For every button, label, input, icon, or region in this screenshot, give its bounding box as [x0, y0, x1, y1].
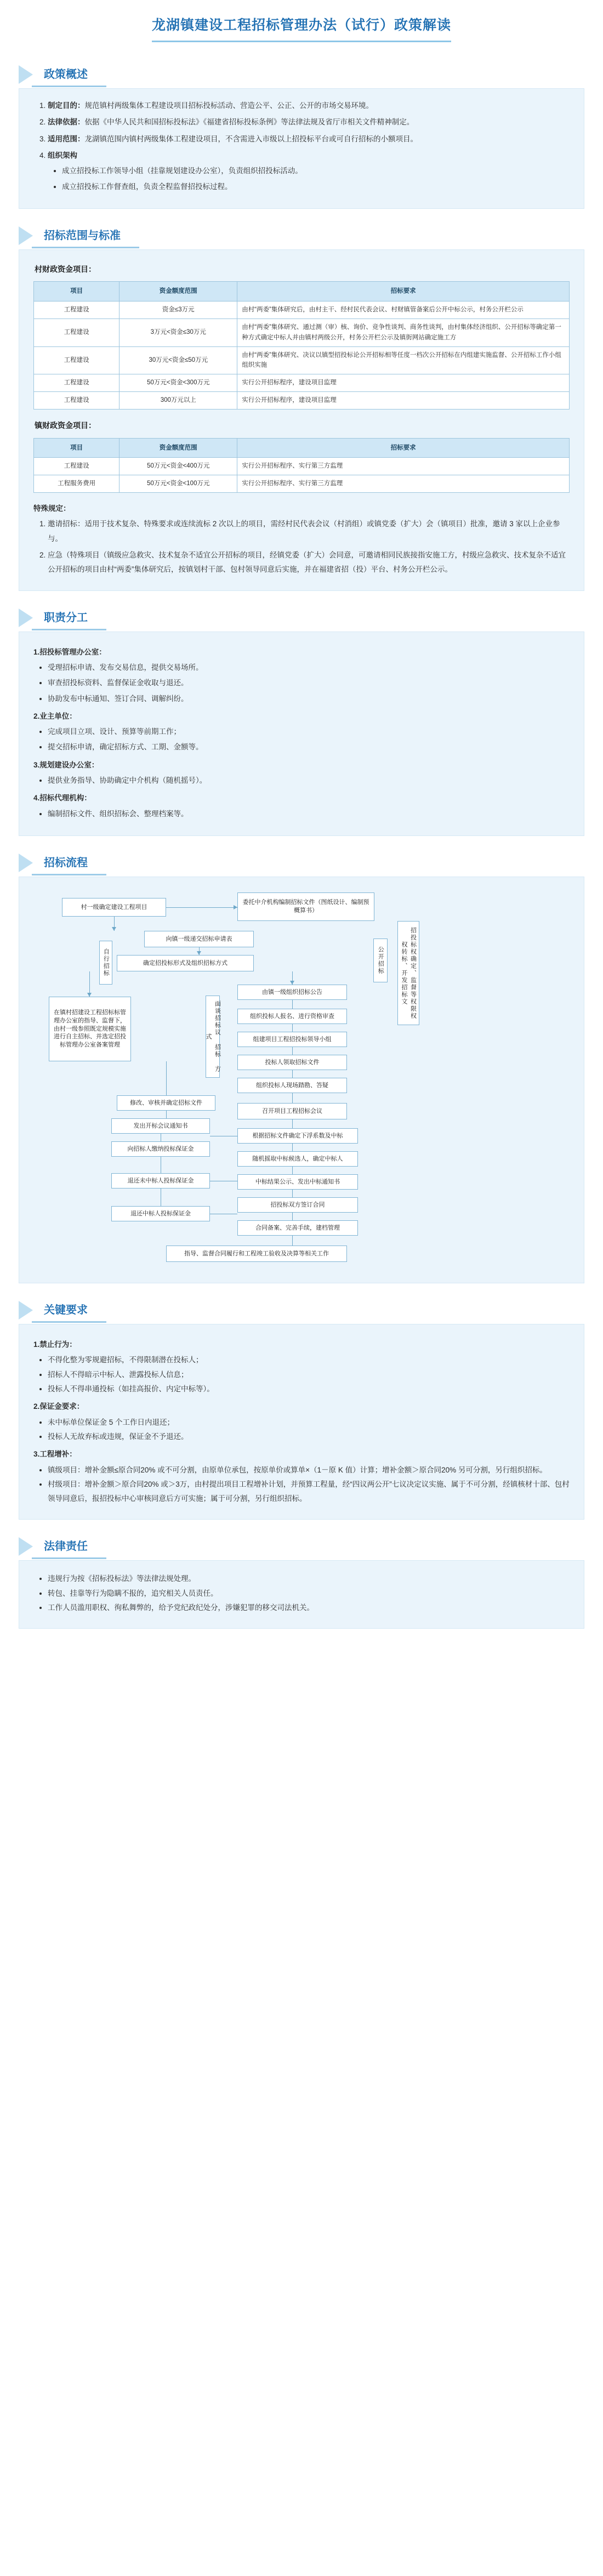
flow-connector — [166, 907, 237, 908]
section-header-scope — [19, 223, 584, 249]
overview-item-label-1: 法律依据： — [48, 118, 85, 127]
village-funding-table — [33, 281, 570, 410]
flow-node-n22: 退还中标人投标保证金 — [111, 1206, 210, 1221]
flow-arrow-icon — [290, 981, 294, 985]
key-group-list-2 — [33, 1463, 570, 1506]
cell-amount: 30万元<资金≤50万元 — [120, 346, 237, 374]
cell-project: 工程建设 — [34, 346, 120, 374]
list-item: • 提交招标申请，确定招标方式、工期、金额等。 — [48, 740, 570, 754]
col-header-project: 项目 — [34, 282, 120, 301]
flow-node-v3: 公开招标 — [373, 939, 388, 982]
list-item: • 投标人无故弃标或违规，保证金不予退还。 — [48, 1430, 570, 1444]
flow-node-n21: 退还未中标人投标保证金 — [111, 1173, 210, 1189]
overview-list — [33, 99, 570, 194]
list-item: • 协助发布中标通知、签订合同、调解纠纷。 — [48, 692, 570, 706]
section-key-requirements — [19, 1298, 584, 1520]
cell-requirement: 实行公开招标程序，建设项目监理 — [237, 374, 570, 392]
list-item — [48, 99, 570, 113]
list-item: • 工作人员滥用职权、徇私舞弊的，给予党纪政纪处分，涉嫌犯罪的移交司法机关。 — [48, 1601, 570, 1615]
key-group-list-1 — [33, 1415, 570, 1445]
flow-node-n3: 向镇一级递交招标申请表 — [144, 931, 254, 947]
flow-node-n6: 由镇一级组织招标公告 — [237, 985, 347, 1000]
list-item — [48, 149, 570, 194]
flow-connector — [292, 1047, 293, 1055]
duty-group-title-1: 2.业主单位： — [33, 712, 77, 720]
flow-connector — [292, 1024, 293, 1032]
list-item: • 投标人不得串通投标（如挂高报价、内定中标等）。 — [48, 1382, 570, 1396]
flow-node-n10: 组织投标人现场踏勘、答疑 — [237, 1078, 347, 1093]
section-body-duties — [19, 632, 584, 836]
flow-node-v2: 面谈招标议 招标 方式 — [206, 996, 220, 1078]
col-header-requirement: 招标要求 — [237, 282, 570, 301]
list-item: • 违规行为按《招标投标法》等法律法规处理。 — [48, 1572, 570, 1586]
cell-amount: 50万元<资金<400万元 — [120, 458, 237, 475]
section-title-duties: 职责分工 — [32, 605, 106, 630]
flow-arrow-icon — [234, 905, 237, 909]
cell-amount: 300万元以上 — [120, 392, 237, 410]
table-row — [34, 458, 570, 475]
table-row — [34, 374, 570, 392]
list-item: • 受理招标申请、发布交易信息，提供交易场所。 — [48, 661, 570, 675]
cell-project: 工程建设 — [34, 374, 120, 392]
list-item: • 提供业务指导、协助确定中介机构（随机摇号）。 — [48, 774, 570, 788]
duty-group-list-3 — [33, 807, 570, 821]
section-header-overview — [19, 62, 584, 88]
section-body-key — [19, 1324, 584, 1520]
flow-node-n20: 向招标人缴纳投标保证金 — [111, 1141, 210, 1157]
section-body-legal — [19, 1560, 584, 1629]
list-item: • 成立招投标工作督查组，负责全程监督招投标过程。 — [62, 180, 570, 194]
flow-connector — [292, 1093, 293, 1103]
list-item: • 编制招标文件、组织招标会、整理档案等。 — [48, 807, 570, 821]
list-item: • 成立招投标工作领导小组（挂靠规划建设办公室），负责组织招投标活动。 — [62, 164, 570, 178]
flow-connector — [292, 1070, 293, 1078]
duty-group-title-2: 3.规划建设办公室： — [33, 760, 99, 769]
list-item — [48, 115, 570, 129]
section-header-key — [19, 1298, 584, 1324]
overview-org-list — [48, 164, 570, 194]
col-header-project: 项目 — [34, 438, 120, 457]
cell-requirement: 由村“两委”集体研究、通过测（审）核、询价、竞争性谈判、商务性谈判，由村集体经济组织、公开招标等确定第一种方式确定中标人并由镇村两级公开，村务公开栏公示及镇街网站确定施工方 — [237, 319, 570, 346]
section-header-legal — [19, 1534, 584, 1560]
section-scope — [19, 223, 584, 591]
flow-node-n17: 指导、监督合同履行和工程竣工验收及决算等相关工作 — [166, 1246, 347, 1262]
list-item: • 转包、挂靠等行为隐瞒不报的，追究相关人员责任。 — [48, 1586, 570, 1601]
col-header-requirement: 招标要求 — [237, 438, 570, 457]
flow-node-n9: 投标人领取招标文件 — [237, 1055, 347, 1070]
overview-item-label-2: 适用范围： — [48, 134, 85, 143]
table-header-row — [34, 282, 570, 301]
flow-node-n7: 组织投标人报名、进行资格审查 — [237, 1009, 347, 1024]
flow-node-n5: 在镇村招建设工程招标标管理办公室的指导、监督下，由村一级参照既定规模实施进行自主招标、并选定招投标管理办公室备案管理 — [49, 997, 131, 1061]
cell-amount: 3万元<资金≤30万元 — [120, 319, 237, 346]
duty-group-list-1 — [33, 725, 570, 755]
flow-node-v1: 自行招标 — [99, 941, 112, 985]
duty-group-title-3: 4.招标代理机构： — [33, 794, 92, 803]
key-group-list-0 — [33, 1353, 570, 1396]
table-row — [34, 346, 570, 374]
overview-item-text-1: 依据《中华人民共和国招标投标法》《福建省招标投标条例》等法律法规及省厅市相关文件精神制定。 — [84, 118, 414, 127]
table-row — [34, 301, 570, 319]
list-item: 2. 应急（特殊项目（镇级应急救灾、技术复杂不适宜公开招标的项目，经镇党委（扩大）会同意，可邀请相同民族接指安施工方，村级应急救灾、技术复杂不适宜公开招标的项目由村“两委”集体研究后，按镇划村干部、包村领导同意后实施，并在福建省招（投）平台、村务公开栏公示。 — [48, 548, 570, 577]
flow-connector — [292, 1144, 293, 1151]
overview-item-label-3: 组织架构 — [48, 151, 77, 160]
cell-amount: 50万元<资金<100万元 — [120, 475, 237, 493]
flow-node-n1: 村一级确定建设工程项目 — [62, 898, 166, 917]
flow-connector — [292, 1119, 293, 1128]
overview-item-text-2: 龙湖镇范围内镇村两级集体工程建设项目，不含需进入市级以上招投标平台或可自行招标的小额项目。 — [84, 134, 418, 143]
legal-list — [33, 1572, 570, 1615]
cell-amount: 50万元<资金<300万元 — [120, 374, 237, 392]
section-duties — [19, 605, 584, 836]
table-header-row — [34, 438, 570, 457]
flag-icon — [19, 65, 33, 84]
key-group-title-1: 2.保证金要求： — [33, 1402, 84, 1411]
section-title-scope: 招标范围与标准 — [32, 223, 139, 248]
list-item — [48, 132, 570, 146]
flow-connector — [166, 1061, 167, 1095]
flow-node-v4: 招投标权确定、监督等权限权 权转标、开发招标文 — [397, 921, 419, 1025]
section-body-overview — [19, 88, 584, 209]
section-title-flow: 招标流程 — [32, 850, 106, 875]
list-item: • 完成项目立项、设计、预算等前期工作； — [48, 725, 570, 739]
flow-node-n4: 确定招投标形式及组织招标方式 — [117, 955, 254, 971]
cell-amount: 资金≤3万元 — [120, 301, 237, 319]
col-header-amount: 资金额度范围 — [120, 438, 237, 457]
table-row — [34, 475, 570, 493]
section-header-duties — [19, 605, 584, 632]
cell-requirement: 实行公开招标程序，建设项目监理 — [237, 392, 570, 410]
cell-requirement: 实行公开招标程序、实行第三方监理 — [237, 458, 570, 475]
col-header-amount: 资金额度范围 — [120, 282, 237, 301]
flow-node-n18: 修改、审核并确定招标文件 — [117, 1095, 215, 1111]
flow-node-n14: 中标结果公示、发出中标通知书 — [237, 1174, 358, 1190]
flow-node-n16: 合同备案、完善手续，建档管理 — [237, 1220, 358, 1236]
cell-project: 工程建设 — [34, 458, 120, 475]
flow-connector — [292, 1213, 293, 1220]
flow-node-n15: 招投标双方签订合同 — [237, 1197, 358, 1213]
cell-project: 工程建设 — [34, 301, 120, 319]
section-body-flow — [19, 877, 584, 1283]
flow-arrow-icon — [87, 993, 92, 997]
flag-icon — [19, 854, 33, 872]
cell-requirement: 由村“两委”集体研究、决议以镇型招投标论公开招标相等任度一档次公开招标在内组建实施监督、公开招标工作小组组织实施 — [237, 346, 570, 374]
page-title: 龙湖镇建设工程招标管理办法（试行）政策解读 — [152, 14, 451, 42]
flag-icon — [19, 1537, 33, 1556]
flow-connector — [292, 1167, 293, 1174]
section-legal — [19, 1534, 584, 1629]
cell-project: 工程服务费用 — [34, 475, 120, 493]
list-item: • 村级项目：增补金额＞原合同20% 或＞3万，由村提出项目工程增补计划，并预算工程量，经“四议两公开”七议决定议实施、属于不可分割，经镇核材十部、包村领导同意后，报招投标中心审核同意后方可实施；属于可分割，另行组织招标。 — [48, 1477, 570, 1506]
flow-connector — [166, 1111, 167, 1118]
flow-connector — [292, 1190, 293, 1197]
list-item: 1. 邀请招标：适用于技术复杂、特殊要求或连续流标 2 次以上的项目，需经村民代表会议（村消组）或镇党委（扩大）会（镇项目）批准，邀请 3 家以上企业参与。 — [48, 517, 570, 546]
cell-requirement: 实行公开招标程序、实行第三方监理 — [237, 475, 570, 493]
flow-node-n11: 召开项目工程招标会议 — [237, 1103, 347, 1119]
table-row — [34, 319, 570, 346]
cell-project: 工程建设 — [34, 319, 120, 346]
section-title-overview: 政策概述 — [32, 62, 106, 87]
key-group-title-0: 1.禁止行为： — [33, 1340, 77, 1349]
section-header-flow — [19, 850, 584, 877]
flow-node-n2: 委托中介机构编制招标文件（图纸设计、编制预概算书） — [237, 892, 374, 921]
list-item: • 招标人不得暗示中标人、泄露投标人信息； — [48, 1368, 570, 1382]
flow-arrow-icon — [112, 927, 116, 931]
key-group-title-2: 3.工程增补： — [33, 1450, 77, 1459]
flow-node-n13: 随机摇取中标候选人，确定中标人 — [237, 1151, 358, 1167]
village-table-caption: 村财政资金项目： — [35, 264, 96, 274]
flag-icon — [19, 226, 33, 245]
flow-node-n12: 根据招标文件确定下浮系数及中标 — [237, 1128, 358, 1144]
flow-node-n19: 发出开标会议通知书 — [111, 1118, 210, 1134]
list-item: • 未中标单位保证金 5 个工作日内退还； — [48, 1415, 570, 1430]
section-body-scope — [19, 249, 584, 591]
cell-requirement: 由村“两委”集体研究后，由村主干、经村民代表会议、村财镇管备案后公开中标公示，村务公开栏公示 — [237, 301, 570, 319]
overview-item-text-0: 规范镇村两级集体工程建设项目招标投标活动、营造公平、公正、公开的市场交易环境。 — [84, 101, 373, 110]
flag-icon — [19, 1301, 33, 1320]
document-title-bar — [0, 0, 603, 48]
duty-group-list-2 — [33, 774, 570, 788]
overview-item-label-0: 制定目的： — [48, 101, 85, 110]
special-rules-list — [33, 517, 570, 577]
table-row — [34, 392, 570, 410]
town-funding-table — [33, 438, 570, 493]
town-table-caption: 镇财政资金项目： — [35, 421, 96, 430]
duty-group-title-0: 1.招投标管理办公室： — [33, 647, 106, 656]
section-overview — [19, 62, 584, 209]
section-title-key: 关键要求 — [32, 1298, 106, 1323]
list-item: • 镇级项目：增补金额≤原合同20% 或不可分割，由原单位承包，按原单价或算单×（1－原 K 值）计算；增补金额＞原合同20% 另可分割，另行组织招标。 — [48, 1463, 570, 1477]
bidding-process-flowchart — [29, 888, 577, 1272]
section-title-legal: 法律责任 — [32, 1534, 106, 1559]
flow-connector — [292, 1000, 293, 1009]
cell-project: 工程建设 — [34, 392, 120, 410]
special-rules-title: 特殊规定： — [33, 504, 71, 513]
duty-group-list-0 — [33, 661, 570, 706]
list-item: • 审查招投标资料、监督保证金收取与退还。 — [48, 676, 570, 690]
flow-node-n8: 组建项目工程招投标领导小组 — [237, 1032, 347, 1047]
flag-icon — [19, 609, 33, 627]
list-item: • 不得化整为零规避招标，不得限制潜在投标人； — [48, 1353, 570, 1367]
flow-connector — [292, 1236, 293, 1246]
section-flow — [19, 850, 584, 1283]
flow-arrow-icon — [197, 951, 201, 955]
